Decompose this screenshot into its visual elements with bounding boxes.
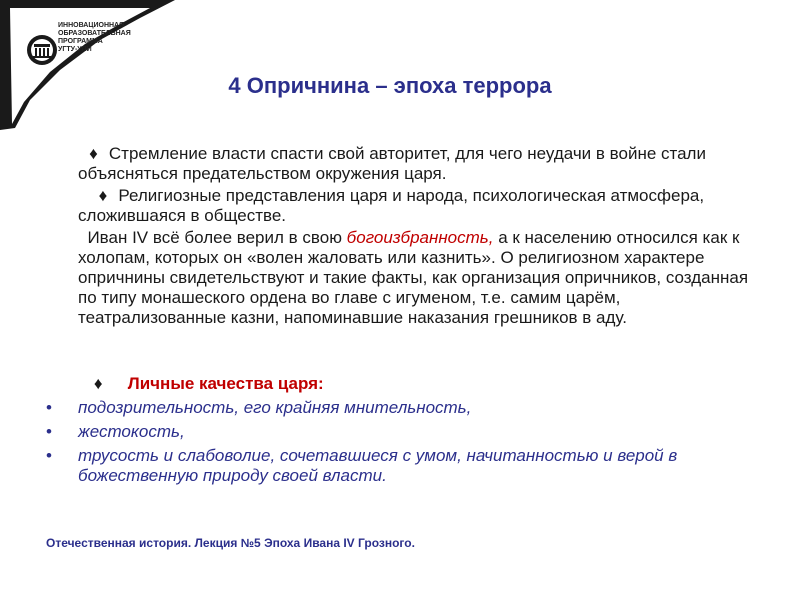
paragraph-3	[78, 228, 768, 328]
logo-line: ПРОГРАММА	[58, 38, 103, 45]
list-item-text: подозрительность, его крайняя мнительность,	[78, 398, 472, 417]
slide-title: 4 Опричнина – эпоха террора	[228, 73, 552, 98]
list-item	[46, 398, 756, 418]
bullet-dot-icon: •	[46, 446, 52, 465]
list-item	[46, 446, 756, 486]
paragraph-text: Стремление власти спасти свой авторитет, для чего неудачи в войне стали объясняться предательством окружения царя.	[78, 144, 706, 183]
diamond-bullet-icon: ♦	[89, 144, 98, 163]
logo-line: ОБРАЗОВАТЕЛЬНАЯ	[58, 30, 131, 37]
diamond-bullet-icon: ♦	[93, 374, 103, 393]
logo-abbr: УГТУ-УПИ	[58, 46, 92, 53]
paragraph-text: Иван IV всё более верил в свою	[87, 228, 347, 247]
diamond-bullet-icon: ♦	[98, 186, 108, 205]
section-heading: Личные качества царя:	[127, 374, 324, 393]
logo-caption	[58, 22, 131, 54]
paragraph-4	[78, 374, 768, 394]
logo-line: ИННОВАЦИОННАЯ	[58, 22, 125, 29]
footer-caption: Отечественная история. Лекция №5 Эпоха Ивана IV Грозного.	[46, 536, 415, 550]
bullet-dot-icon: •	[46, 398, 52, 417]
corner-decoration	[0, 0, 190, 130]
university-logo-icon	[27, 35, 57, 65]
bullet-dot-icon: •	[46, 422, 52, 441]
highlight-term: богоизбранность,	[346, 228, 494, 247]
paragraph-1	[78, 144, 768, 184]
paragraph-text: Религиозные представления царя и народа, психологическая атмосфера, сложившаяся в обществе.	[78, 186, 705, 225]
paragraph-2	[78, 186, 768, 226]
list-item	[46, 422, 756, 442]
list-item-text: жестокость,	[78, 422, 185, 441]
list-item-text: трусость и слабоволие, сочетавшиеся с умом, начитанностью и верой в божественную природу своей власти.	[78, 446, 678, 485]
paragraph-text: а к населению относился как к холопам, которых он «волен жаловать или казнить». О религиозном характере опричнины свидетельствуют и такие факты, как организация опричников, созданная по типу монашеского ордена во главе с игуменом, т.е. самим царём, театрализованные казни, напоминавшие наказания грешников в аду.	[78, 228, 749, 327]
